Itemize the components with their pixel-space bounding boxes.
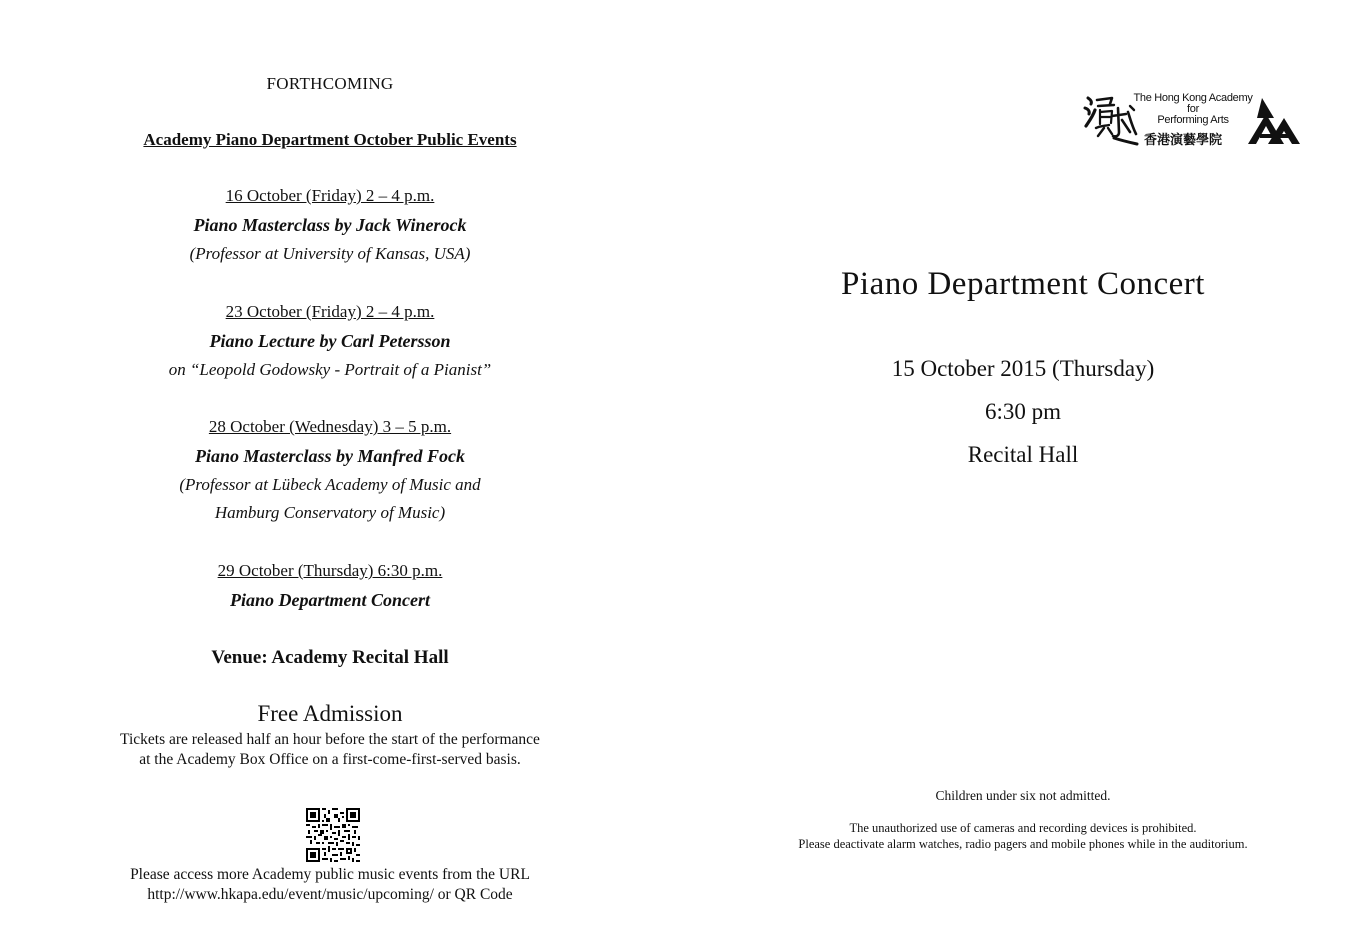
right-panel	[700, 0, 1346, 948]
logo-name-chinese: 香港演藝學院	[1144, 133, 1223, 148]
venue-label: Venue: Academy Recital Hall	[211, 647, 449, 668]
event-detail: on “Leopold Godowsky - Portrait of a Pianist”	[168, 360, 492, 379]
event-detail: Hamburg Conservatory of Music)	[214, 503, 446, 522]
academy-emblem-icon	[1246, 96, 1302, 146]
rules-note: The unauthorized use of cameras and recording devices is prohibited.	[849, 821, 1197, 835]
tickets-note: Tickets are released half an hour before the start of the performance	[120, 731, 540, 748]
logo-name-line: The Hong Kong Academy	[1133, 92, 1253, 104]
tickets-note: at the Academy Box Office on a first-come-first-served basis.	[139, 751, 521, 768]
children-note: Children under six not admitted.	[935, 788, 1111, 803]
url-link[interactable]: http://www.hkapa.edu/event/music/upcoming/ or QR Code	[147, 886, 513, 903]
event-title: Piano Lecture by Carl Petersson	[209, 331, 451, 351]
event-title: Piano Masterclass by Manfred Fock	[195, 446, 465, 466]
qr-code-icon[interactable]	[306, 808, 360, 862]
event-title: Piano Department Concert	[229, 590, 430, 610]
logo-name-line: Performing Arts	[1157, 114, 1229, 126]
left-panel	[0, 0, 660, 948]
forthcoming-label: FORTHCOMING	[266, 74, 394, 93]
event-detail: (Professor at University of Kansas, USA)	[189, 244, 471, 263]
concert-title: Piano Department Concert	[841, 266, 1205, 302]
event-date: 29 October (Thursday) 6:30 p.m.	[217, 561, 443, 580]
logo-name-english	[1130, 93, 1256, 126]
event-date: 23 October (Friday) 2 – 4 p.m.	[225, 302, 435, 321]
concert-venue: Recital Hall	[967, 442, 1079, 467]
event-title: Piano Masterclass by Jack Winerock	[193, 215, 467, 235]
concert-time: 6:30 pm	[984, 399, 1062, 424]
free-admission-heading: Free Admission	[257, 701, 403, 726]
events-heading: Academy Piano Department October Public Events	[143, 130, 517, 149]
logo-name-line: for	[1187, 103, 1199, 115]
event-detail: (Professor at Lübeck Academy of Music and	[179, 475, 481, 494]
event-date: 28 October (Wednesday) 3 – 5 p.m.	[208, 417, 452, 436]
url-note: Please access more Academy public music events from the URL	[130, 866, 530, 883]
hkapa-logo	[1082, 92, 1304, 150]
concert-date: 15 October 2015 (Thursday)	[891, 356, 1155, 381]
event-date: 16 October (Friday) 2 – 4 p.m.	[225, 186, 435, 205]
rules-note: Please deactivate alarm watches, radio pagers and mobile phones while in the auditorium.	[798, 837, 1248, 851]
